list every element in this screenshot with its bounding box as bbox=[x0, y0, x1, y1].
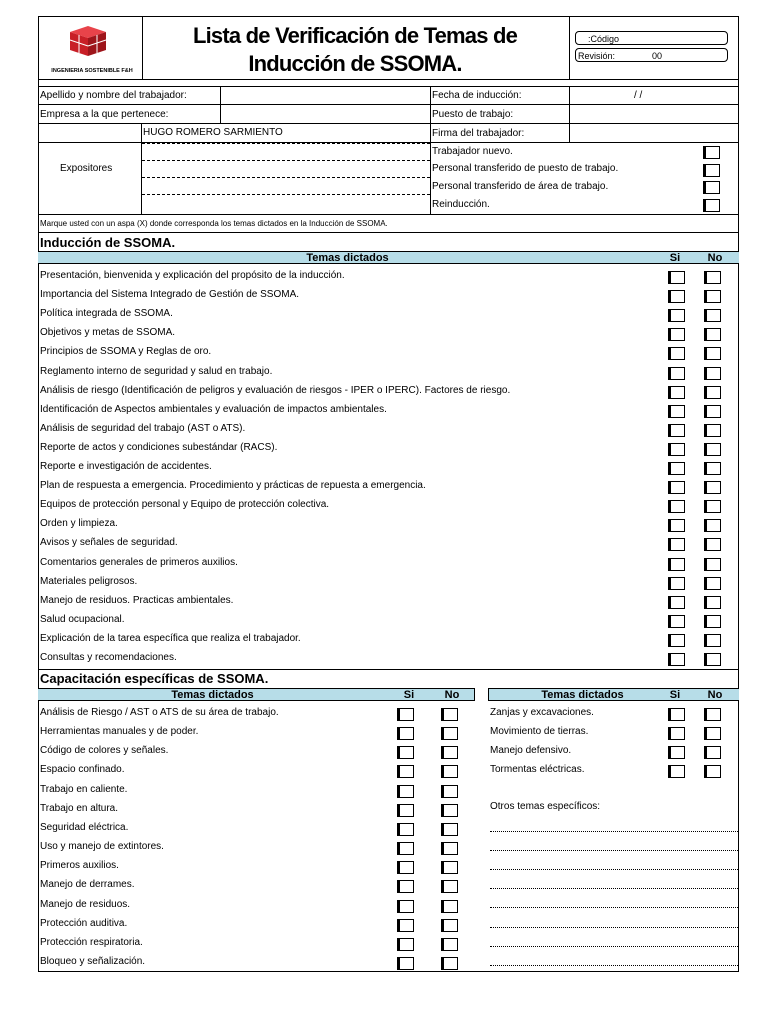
training-yes-checkbox[interactable] bbox=[397, 900, 414, 913]
other-topic-line[interactable] bbox=[490, 907, 738, 908]
training-topic: Herramientas manuales y de poder. bbox=[40, 726, 199, 738]
induction-yes-checkbox[interactable] bbox=[668, 405, 685, 418]
induction-col-no: No bbox=[707, 252, 723, 264]
training-topic: Espacio confinado. bbox=[40, 764, 125, 776]
signature-label: Firma del trabajador: bbox=[432, 128, 525, 139]
exhibitors-label: Expositores bbox=[60, 163, 113, 174]
induction-topic: Identificación de Aspectos ambientales y evaluación de impactos ambientales. bbox=[40, 403, 387, 415]
induction-yes-checkbox[interactable] bbox=[668, 596, 685, 609]
exhibitor-name[interactable]: HUGO ROMERO SARMIENTO bbox=[143, 127, 283, 138]
training-yes-checkbox[interactable] bbox=[397, 765, 414, 778]
induction-yes-checkbox[interactable] bbox=[668, 271, 685, 284]
induction-date-label: Fecha de inducción: bbox=[432, 90, 522, 101]
training-topic: Manejo defensivo. bbox=[490, 745, 572, 757]
company-label: Empresa a la que pertenece: bbox=[40, 109, 169, 120]
induction-no-checkbox[interactable] bbox=[704, 271, 721, 284]
training-yes-checkbox[interactable] bbox=[397, 746, 414, 759]
induction-no-checkbox[interactable] bbox=[704, 615, 721, 628]
divider bbox=[474, 688, 475, 701]
training-no-checkbox[interactable] bbox=[441, 842, 458, 855]
training-yes-checkbox[interactable] bbox=[397, 804, 414, 817]
induction-col-topics: Temas dictados bbox=[306, 252, 389, 264]
other-topic-line[interactable] bbox=[490, 927, 738, 928]
training-yes-checkbox[interactable] bbox=[397, 957, 414, 970]
other-topics-label: Otros temas específicos: bbox=[490, 801, 601, 812]
induction-no-checkbox[interactable] bbox=[704, 347, 721, 360]
training-left-col-no: No bbox=[444, 689, 460, 701]
divider bbox=[488, 688, 489, 701]
induction-topic: Política integrada de SSOMA. bbox=[40, 308, 173, 320]
position-label: Puesto de trabajo: bbox=[432, 109, 514, 120]
training-left-col-yes: Si bbox=[403, 689, 415, 701]
induction-yes-checkbox[interactable] bbox=[668, 577, 685, 590]
worker-type-new: Trabajador nuevo. bbox=[432, 146, 513, 157]
training-topic: Primeros auxilios. bbox=[40, 860, 119, 872]
induction-topic: Orden y limpieza. bbox=[40, 518, 118, 530]
induction-no-checkbox[interactable] bbox=[704, 500, 721, 513]
induction-no-checkbox[interactable] bbox=[704, 309, 721, 322]
training-yes-checkbox[interactable] bbox=[668, 746, 685, 759]
other-topic-line[interactable] bbox=[490, 888, 738, 889]
induction-topic: Objetivos y metas de SSOMA. bbox=[40, 327, 176, 339]
induction-no-checkbox[interactable] bbox=[704, 519, 721, 532]
worker-type-new-checkbox[interactable] bbox=[703, 146, 720, 159]
code-field[interactable] bbox=[575, 31, 728, 45]
divider bbox=[38, 669, 739, 670]
training-yes-checkbox[interactable] bbox=[397, 861, 414, 874]
training-no-checkbox[interactable] bbox=[704, 727, 721, 740]
training-no-checkbox[interactable] bbox=[441, 880, 458, 893]
position-field[interactable] bbox=[570, 105, 738, 122]
induction-no-checkbox[interactable] bbox=[704, 367, 721, 380]
induction-no-checkbox[interactable] bbox=[704, 462, 721, 475]
training-no-checkbox[interactable] bbox=[441, 823, 458, 836]
induction-topic: Equipos de protección personal y Equipo de protección colectiva. bbox=[40, 499, 330, 511]
divider bbox=[38, 79, 739, 80]
training-no-checkbox[interactable] bbox=[441, 746, 458, 759]
induction-no-checkbox[interactable] bbox=[704, 328, 721, 341]
other-topic-line[interactable] bbox=[490, 869, 738, 870]
worker-type-reinduction: Reinducción. bbox=[432, 199, 490, 210]
induction-topic: Reporte e investigación de accidentes. bbox=[40, 461, 212, 472]
induction-no-checkbox[interactable] bbox=[704, 577, 721, 590]
worker-type-transfer-position-checkbox[interactable] bbox=[703, 164, 720, 177]
worker-type-transfer-area-checkbox[interactable] bbox=[703, 181, 720, 194]
induction-topic: Análisis de riesgo (Identificación de peligros y evaluación de riesgos - IPER o IPERC). Factores de riesgo. bbox=[40, 384, 511, 396]
exhibitor-line bbox=[142, 177, 430, 178]
instruction-text: Marque usted con un aspa (X) donde corresponda los temas dictados en la Inducción de SSOMA. bbox=[40, 219, 388, 228]
training-topic: Seguridad eléctrica. bbox=[40, 821, 129, 833]
divider bbox=[142, 16, 143, 79]
induction-topic: Presentación, bienvenida y explicación del propósito de la inducción. bbox=[40, 270, 345, 281]
training-topic: Manejo de derrames. bbox=[40, 879, 135, 891]
page-title-line2: Inducción de SSOMA. bbox=[248, 51, 462, 76]
induction-yes-checkbox[interactable] bbox=[668, 615, 685, 628]
worker-type-reinduction-checkbox[interactable] bbox=[703, 199, 720, 212]
induction-yes-checkbox[interactable] bbox=[668, 538, 685, 551]
induction-topic: Consultas y recomendaciones. bbox=[40, 652, 177, 663]
induction-yes-checkbox[interactable] bbox=[668, 347, 685, 360]
training-section-title: Capacitación específicas de SSOMA. bbox=[40, 671, 269, 686]
induction-no-checkbox[interactable] bbox=[704, 481, 721, 494]
induction-topic: Reporte de actos y condiciones subestándar (RACS). bbox=[40, 441, 278, 453]
induction-yes-checkbox[interactable] bbox=[668, 367, 685, 380]
training-yes-checkbox[interactable] bbox=[397, 785, 414, 798]
induction-topic: Materiales peligrosos. bbox=[40, 575, 138, 587]
induction-yes-checkbox[interactable] bbox=[668, 443, 685, 456]
worker-name-label: Apellido y nombre del trabajador: bbox=[40, 90, 187, 101]
induction-no-checkbox[interactable] bbox=[704, 634, 721, 647]
revision-label: Revisión: bbox=[578, 51, 616, 61]
company-logo-icon bbox=[66, 24, 112, 58]
training-left-col-topics: Temas dictados bbox=[171, 689, 254, 701]
induction-topic: Análisis de seguridad del trabajo (AST o ATS). bbox=[40, 422, 246, 434]
induction-topic: Reglamento interno de seguridad y salud en trabajo. bbox=[40, 365, 273, 377]
training-right-col-no: No bbox=[707, 689, 723, 701]
training-no-checkbox[interactable] bbox=[441, 727, 458, 740]
training-no-checkbox[interactable] bbox=[704, 765, 721, 778]
induction-section-title: Inducción de SSOMA. bbox=[40, 235, 176, 250]
induction-yes-checkbox[interactable] bbox=[668, 653, 685, 666]
divider bbox=[38, 232, 739, 233]
training-topic: Manejo de residuos. bbox=[40, 898, 131, 910]
training-yes-checkbox[interactable] bbox=[397, 919, 414, 932]
training-yes-checkbox[interactable] bbox=[397, 880, 414, 893]
training-yes-checkbox[interactable] bbox=[397, 842, 414, 855]
training-no-checkbox[interactable] bbox=[441, 861, 458, 874]
induction-topic: Avisos y señales de seguridad. bbox=[40, 537, 178, 549]
training-topic: Protección auditiva. bbox=[40, 917, 128, 929]
code-label: :Código bbox=[588, 34, 620, 44]
training-topic: Zanjas y excavaciones. bbox=[490, 707, 594, 718]
induction-yes-checkbox[interactable] bbox=[668, 481, 685, 494]
page-title-line1: Lista de Verificación de Temas de bbox=[192, 23, 518, 48]
training-right-col-yes: Si bbox=[669, 689, 681, 701]
induction-topic: Explicación de la tarea específica que realiza el trabajador. bbox=[40, 632, 301, 644]
induction-yes-checkbox[interactable] bbox=[668, 558, 685, 571]
training-no-checkbox[interactable] bbox=[441, 957, 458, 970]
other-topic-line[interactable] bbox=[490, 965, 738, 966]
revision-field[interactable] bbox=[575, 48, 728, 62]
other-topic-line[interactable] bbox=[490, 850, 738, 851]
induction-no-checkbox[interactable] bbox=[704, 405, 721, 418]
divider bbox=[141, 123, 142, 214]
induction-date-field[interactable]: / / bbox=[634, 90, 643, 101]
induction-no-checkbox[interactable] bbox=[704, 538, 721, 551]
training-right-col-topics: Temas dictados bbox=[541, 689, 624, 701]
training-no-checkbox[interactable] bbox=[441, 919, 458, 932]
induction-yes-checkbox[interactable] bbox=[668, 634, 685, 647]
worker-name-field[interactable] bbox=[221, 87, 429, 104]
training-no-checkbox[interactable] bbox=[441, 804, 458, 817]
training-topic: Bloqueo y señalización. bbox=[40, 955, 146, 967]
induction-topic: Principios de SSOMA y Reglas de oro. bbox=[40, 346, 212, 358]
induction-topic: Plan de respuesta a emergencia. Procedimiento y prácticas de repuesta a emergencia. bbox=[40, 480, 426, 492]
exhibitor-line bbox=[142, 143, 430, 144]
training-topic: Análisis de Riesgo / AST o ATS de su área de trabajo. bbox=[40, 707, 279, 718]
induction-topic: Importancia del Sistema Integrado de Gestión de SSOMA. bbox=[40, 289, 300, 301]
induction-col-yes: Si bbox=[669, 252, 681, 264]
induction-topic: Manejo de residuos. Practicas ambientales. bbox=[40, 594, 234, 606]
training-yes-checkbox[interactable] bbox=[397, 727, 414, 740]
training-no-checkbox[interactable] bbox=[441, 765, 458, 778]
worker-type-transfer-position: Personal transferido de puesto de trabajo. bbox=[432, 163, 619, 174]
induction-no-checkbox[interactable] bbox=[704, 290, 721, 303]
training-yes-checkbox[interactable] bbox=[397, 823, 414, 836]
exhibitor-line bbox=[142, 194, 430, 195]
worker-type-transfer-area: Personal transferido de área de trabajo. bbox=[432, 181, 609, 192]
training-topic: Protección respiratoria. bbox=[40, 936, 143, 948]
training-yes-checkbox[interactable] bbox=[397, 938, 414, 951]
induction-no-checkbox[interactable] bbox=[704, 386, 721, 399]
training-no-checkbox[interactable] bbox=[704, 746, 721, 759]
training-yes-checkbox[interactable] bbox=[668, 708, 685, 721]
training-topic: Tormentas eléctricas. bbox=[490, 764, 585, 776]
training-no-checkbox[interactable] bbox=[441, 900, 458, 913]
induction-no-checkbox[interactable] bbox=[704, 443, 721, 456]
divider bbox=[569, 16, 570, 79]
induction-yes-checkbox[interactable] bbox=[668, 519, 685, 532]
training-no-checkbox[interactable] bbox=[441, 938, 458, 951]
divider bbox=[38, 214, 739, 215]
revision-value: 00 bbox=[652, 51, 663, 61]
induction-yes-checkbox[interactable] bbox=[668, 328, 685, 341]
divider bbox=[430, 86, 431, 214]
training-yes-checkbox[interactable] bbox=[397, 708, 414, 721]
training-topic: Trabajo en caliente. bbox=[40, 783, 128, 795]
induction-topic: Comentarios generales de primeros auxilios. bbox=[40, 556, 238, 568]
induction-yes-checkbox[interactable] bbox=[668, 424, 685, 437]
training-no-checkbox[interactable] bbox=[704, 708, 721, 721]
induction-no-checkbox[interactable] bbox=[704, 653, 721, 666]
training-topic: Movimiento de tierras. bbox=[490, 726, 589, 738]
company-name: INGENIERIA SOSTENIBLE F&H bbox=[51, 68, 133, 74]
induction-no-checkbox[interactable] bbox=[704, 558, 721, 571]
induction-yes-checkbox[interactable] bbox=[668, 462, 685, 475]
exhibitor-line bbox=[142, 160, 430, 161]
training-no-checkbox[interactable] bbox=[441, 785, 458, 798]
induction-topic: Salud ocupacional. bbox=[40, 613, 125, 625]
training-yes-checkbox[interactable] bbox=[668, 727, 685, 740]
training-no-checkbox[interactable] bbox=[441, 708, 458, 721]
other-topic-line[interactable] bbox=[490, 831, 738, 832]
training-topic: Trabajo en altura. bbox=[40, 802, 119, 814]
training-topic: Código de colores y señales. bbox=[40, 745, 169, 757]
training-yes-checkbox[interactable] bbox=[668, 765, 685, 778]
induction-yes-checkbox[interactable] bbox=[668, 386, 685, 399]
induction-no-checkbox[interactable] bbox=[704, 424, 721, 437]
induction-yes-checkbox[interactable] bbox=[668, 290, 685, 303]
company-field[interactable] bbox=[221, 105, 429, 122]
induction-yes-checkbox[interactable] bbox=[668, 500, 685, 513]
induction-yes-checkbox[interactable] bbox=[668, 309, 685, 322]
induction-no-checkbox[interactable] bbox=[704, 596, 721, 609]
other-topic-line[interactable] bbox=[490, 946, 738, 947]
signature-field[interactable] bbox=[570, 124, 738, 141]
training-topic: Uso y manejo de extintores. bbox=[40, 841, 164, 853]
